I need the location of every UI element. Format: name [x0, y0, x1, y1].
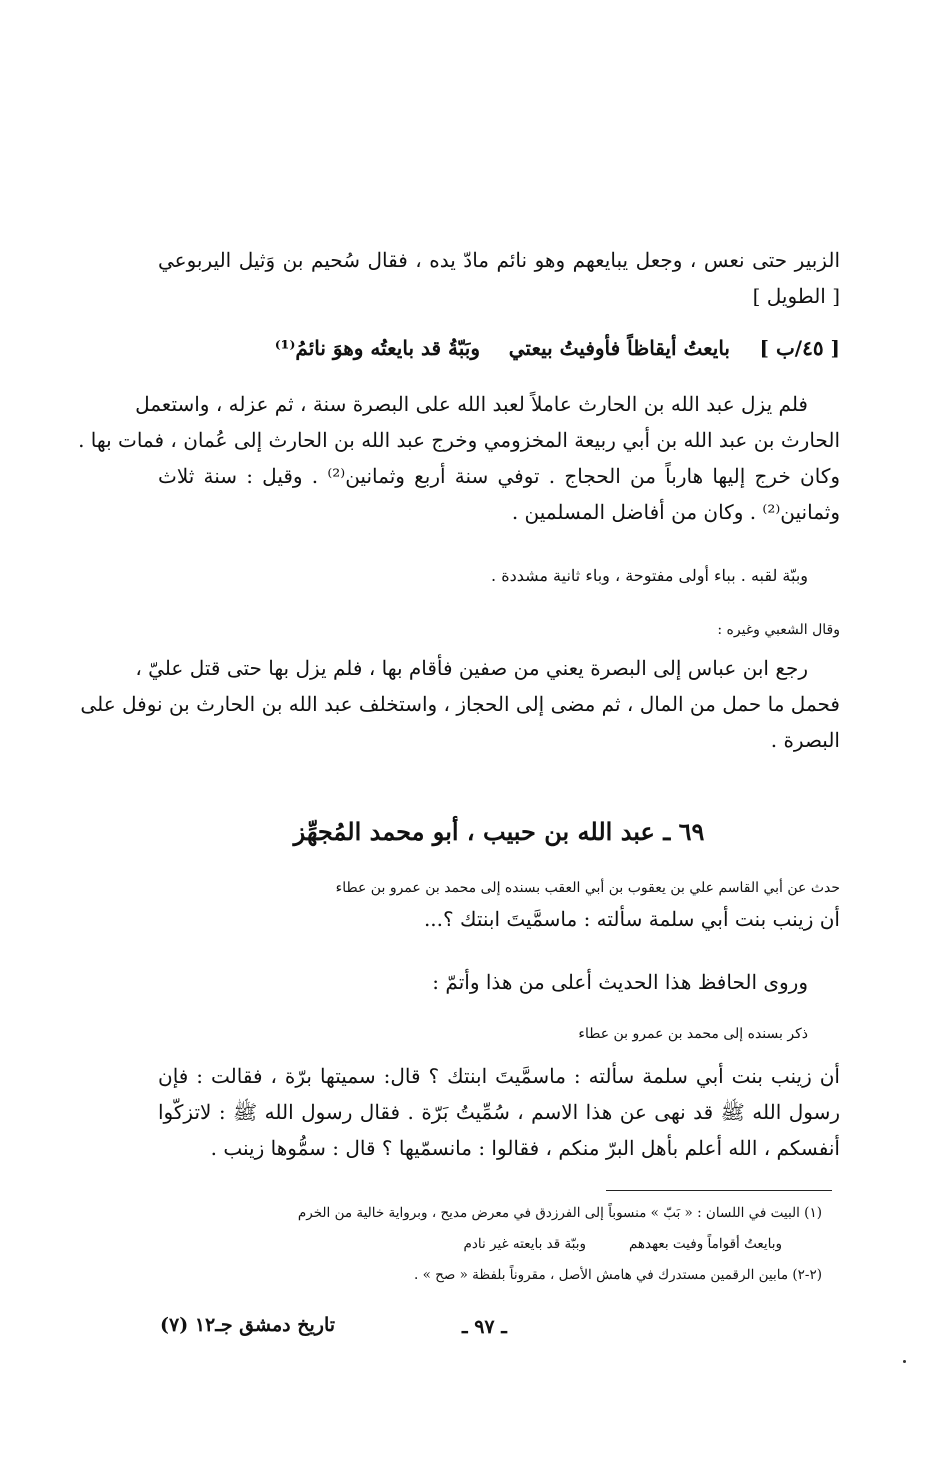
intro-block: [158, 242, 840, 314]
paragraph-line: الحارث بن عبد الله بن أبي ربيعة المخزومي وخرج عبد الله بن الحارث إلى عُمان ، فمات بها .: [78, 428, 840, 452]
verse-hemistich-first: بايعتُ أيقاظاً فأوفيتُ بيعتي: [508, 336, 730, 360]
hadith-2: [158, 1058, 840, 1166]
folio-tag: [ ٤٥/ب ]: [759, 336, 840, 360]
narrator-line: وقال الشعبي وغيره :: [717, 622, 840, 638]
footnote-verse: وبايعتُ أقواماً وفيت بعهدهم وببّة قد بايعته غير نادم: [463, 1236, 782, 1252]
meter-label: [ الطويل ]: [752, 284, 840, 308]
hadith-line: أن زينب بنت أبي سلمة سألته : ماسمَّيتَ ابنتك ؟...: [423, 907, 840, 931]
verse-row: [158, 330, 840, 366]
intro-line: الزبير حتى نعس ، وجعل يبايعهم وهو نائم مادّ يده ، فقال سُحيم بن وَثيل اليربوعي: [158, 248, 840, 272]
paragraph-line: البصرة .: [770, 728, 840, 752]
isnad-line: حدث عن أبي القاسم علي بن يعقوب بن أبي العقب بسنده إلى محمد بن عمرو بن عطاء: [335, 880, 840, 896]
footnote-divider: [606, 1190, 832, 1191]
hafiz-line: وروى الحافظ هذا الحديث أعلى من هذا وأتمّ :: [432, 970, 808, 994]
footnote-line: (٢-٢) مابين الرقمين مستدرك في هامش الأصل ، مقروناً بلفظة « صح » .: [413, 1267, 822, 1283]
paragraph-line: فلم يزل عبد الله بن الحارث عاملاً لعبد الله على البصرة سنة ، ثم عزله ، واستعمل: [135, 392, 808, 416]
note-line: وببّة لقبه . بباء أولى مفتوحة ، وباء ثانية مشددة .: [491, 566, 808, 585]
verse-hemistich-second: وبَبّةُ قد بايعتُه وهوَ نائمُ⁽¹⁾: [274, 336, 480, 360]
shabi-intro: [158, 616, 840, 644]
paragraph-line: رجع ابن عباس إلى البصرة يعني من صفين فأقام بها ، فلم يزل بها حتى قتل عليّ ،: [135, 656, 808, 680]
hadith-line: أنفسكم ، الله أعلم بأهل البرّ منكم ، فقالوا : مانسمّيها ؟ قال : سمُّوها زينب .: [210, 1136, 840, 1160]
note-babba: [158, 562, 840, 590]
paragraph-line: وكان خرج إليها هارباً من الحجاج . توفي سنة أربع وثمانين⁽²⁾ . وقيل : سنة ثلاث: [158, 464, 840, 488]
isnad-block-1: [158, 874, 840, 936]
hadith-line: رسول الله ﷺ قد نهى عن هذا الاسم ، سُمِّيتُ بَرّة . فقال رسول الله ﷺ : لاتزكّوا: [158, 1100, 840, 1124]
hadith-line: أن زينب بنت أبي سلمة سألته : ماسمَّيتَ ابنتك ؟ قال: سميتها برّة ، فقالت : فإن: [158, 1064, 840, 1088]
isnad-block-2: [158, 1020, 840, 1048]
page-number: ـ ٩٧ ـ: [462, 1316, 507, 1338]
paragraph-2: [80, 650, 840, 758]
section-heading: ٦٩ ـ عبد الله بن حبيب ، أبو محمد المُجهِّز: [293, 817, 705, 846]
isnad-line: ذكر بسنده إلى محمد بن عمرو بن عطاء: [578, 1026, 808, 1042]
paragraph-1: [78, 386, 840, 530]
hafiz-note: [158, 964, 840, 1000]
footnotes: [230, 1198, 822, 1291]
scan-speck: [903, 1360, 906, 1363]
running-footer-title: تاريخ دمشق جـ١٢ (٧): [160, 1314, 336, 1336]
paragraph-line: فحمل ما حمل من المال ، ثم مضى إلى الحجاز ، واستخلف عبد الله بن الحارث بن نوفل على: [80, 692, 840, 716]
paragraph-line: وثمانين⁽²⁾ . وكان من أفاضل المسلمين .: [511, 500, 840, 524]
footnote-line: (١) البيت في اللسان : « بَبّ » منسوباً إلى الفرزدق في معرض مديح ، وبرواية خالية من الخرم: [297, 1205, 822, 1221]
